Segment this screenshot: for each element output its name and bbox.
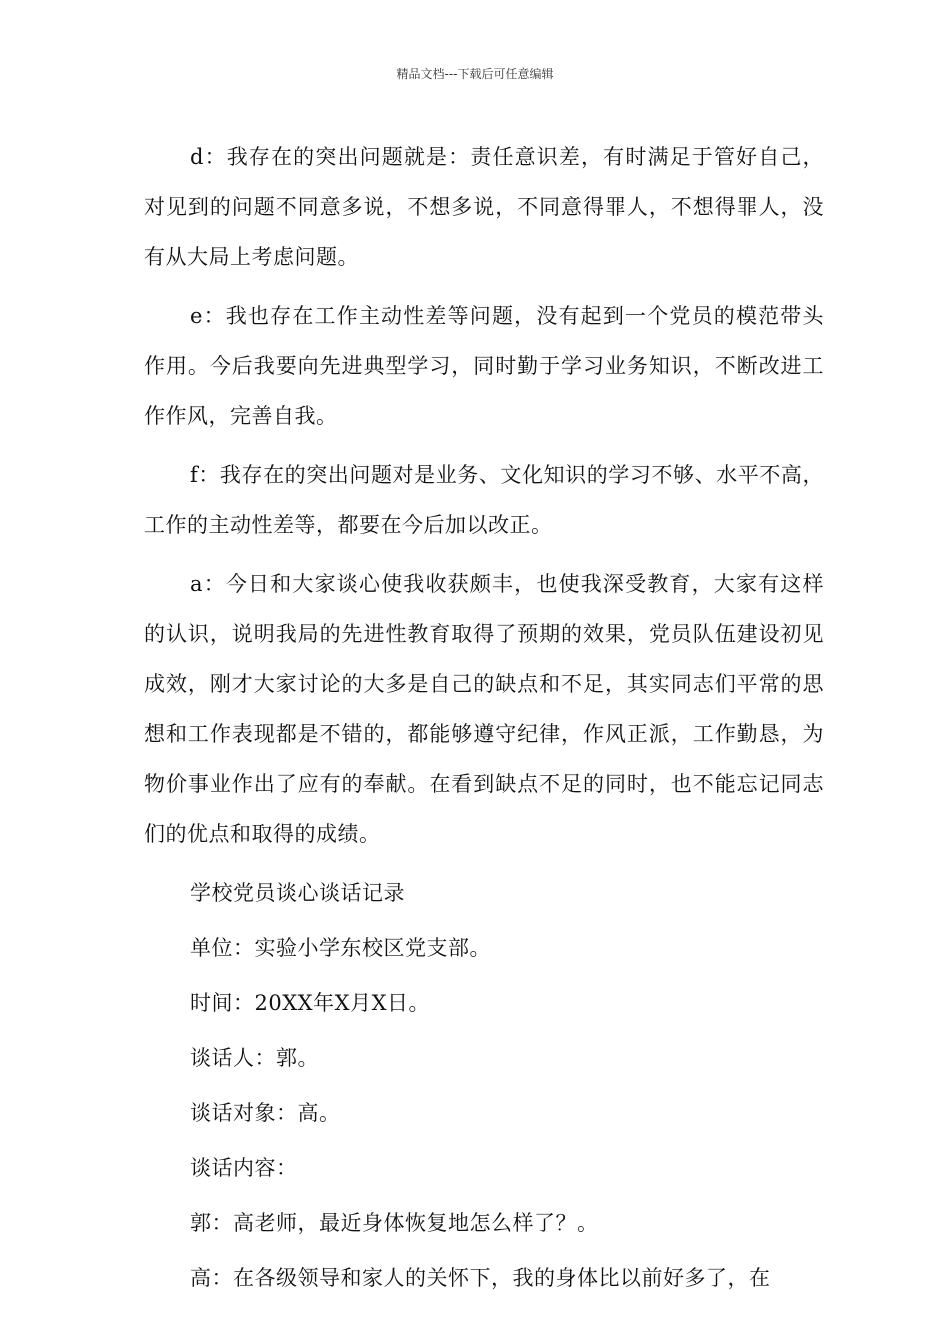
record-target: 谈话对象：高。 xyxy=(190,1101,341,1125)
paragraph-d: d：我存在的突出问题就是：责任意识差，有时满足于管好自己，对见到的问题不同意多说，不想多说，不同意得罪人，不想得罪人，没有从大局上考虑问题。 xyxy=(144,145,824,269)
record-title: 学校党员谈心谈话记录 xyxy=(190,881,405,905)
document-body xyxy=(144,132,824,1308)
record-content-label: 谈话内容： xyxy=(190,1156,298,1180)
record-time: 时间：20XX年X月X日。 xyxy=(190,991,431,1015)
paragraph-e: e：我也存在工作主动性差等问题，没有起到一个党员的模范带头作用。今后我要向先进典型学习，同时勤于学习业务知识，不断改进工作作风，完善自我。 xyxy=(144,304,824,428)
dialogue-line-guo: 郭：高老师，最近身体恢复地怎么样了？。 xyxy=(190,1211,599,1235)
record-unit: 单位：实验小学东校区党支部。 xyxy=(190,936,491,960)
record-speaker: 谈话人：郭。 xyxy=(190,1046,319,1070)
page-header: 精品文档---下载后可任意编辑 xyxy=(396,67,554,81)
paragraph-f: f：我存在的突出问题对是业务、文化知识的学习不够、水平不高，工作的主动性差等，都要在今后加以改正。 xyxy=(144,463,824,537)
paragraph-a: a：今日和大家谈心使我收获颇丰，也使我深受教育，大家有这样的认识，说明我局的先进性教育取得了预期的效果，党员队伍建设初见成效，刚才大家讨论的大多是自己的缺点和不足，其实同志们平常的思想和工作表现都是不错的，都能够遵守纪律，作风正派，工作勤恳，为物价事业作出了应有的奉献。在看到缺点不足的同时，也不能忘记同志们的优点和取得的成绩。 xyxy=(144,572,824,846)
dialogue-line-gao: 高：在各级领导和家人的关怀下，我的身体比以前好多了，在 xyxy=(190,1266,771,1290)
